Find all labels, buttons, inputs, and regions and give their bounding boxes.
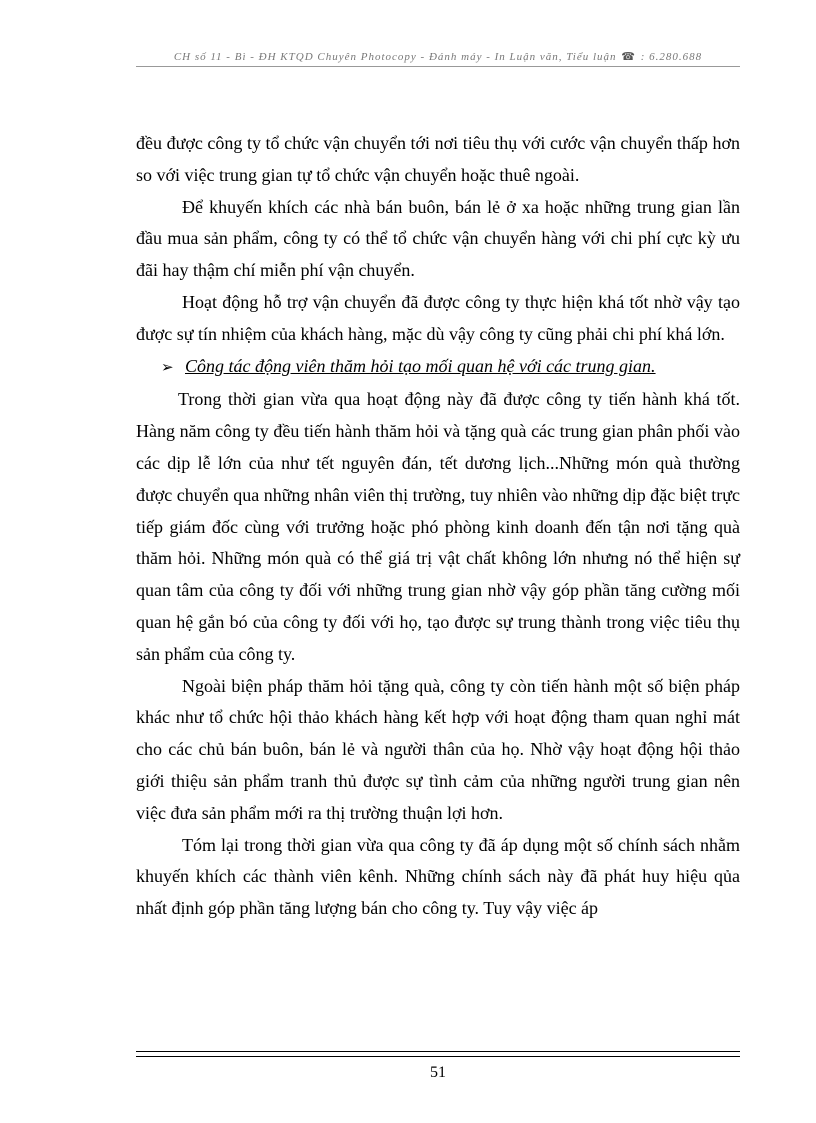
paragraph: Hoạt động hỗ trợ vận chuyển đã được công ty thực hiện khá tốt nhờ vậy tạo được sự tín nhiệm của khách hàng, mặc dù vậy công ty cũng phải chi phí khá lớn. xyxy=(136,291,740,344)
footer-rule xyxy=(136,1051,740,1057)
paragraph: Tóm lại trong thời gian vừa qua công ty đã áp dụng một số chính sách nhằm khuyến khích các thành viên kênh. Những chính sách này đã phát huy hiệu qủa nhất định góp phần tăng lượng bán cho công ty. Tuy vậy việc áp xyxy=(136,834,740,919)
header-phone: : 6.280.688 xyxy=(640,51,703,63)
paragraph: Để khuyến khích các nhà bán buôn, bán lẻ ở xa hoặc những trung gian lần đầu mua sản phẩm, công ty có thể tổ chức vận chuyển hàng với chi phí cực kỳ ưu đãi hay thậm chí miễn phí vận chuyển. xyxy=(136,196,740,281)
phone-icon: ☎ xyxy=(621,51,636,63)
paragraph: Ngoài biện pháp thăm hỏi tặng quà, công ty còn tiến hành một số biện pháp khác như tổ chức hội thảo khách hàng kết hợp với hoạt động tham quan nghỉ mát cho các chủ bán buôn, bán lẻ và người thân của họ. Nhờ vậy hoạt động hội thảo giới thiệu sản phẩm tranh thủ được sự tình cảm của những người trung gian nên việc đưa sản phẩm mới ra thị trường thuận lợi hơn. xyxy=(136,675,740,823)
page-body xyxy=(136,128,740,925)
header-text: CH số 11 - Bì - ĐH KTQD Chuyên Photocopy - Đánh máy - In Luận văn, Tiểu luận xyxy=(173,51,617,63)
paragraph-continued: đều được công ty tổ chức vận chuyển tới nơi tiêu thụ với cước vận chuyển thấp hơn so với việc trung gian tự tổ chức vận chuyển hoặc thuê ngoài. xyxy=(136,133,740,185)
arrow-bullet-icon: ➢ xyxy=(161,359,174,376)
running-header xyxy=(136,50,740,67)
section-bullet xyxy=(136,351,740,385)
paragraph: Trong thời gian vừa qua hoạt động này đã được công ty tiến hành khá tốt. Hàng năm công ty đều tiến hành thăm hỏi và tặng quà các trung gian phân phối vào các dịp lễ lớn của như tết nguyên đán, tết dương lịch...Những món quà thường được chuyển qua những nhân viên thị trường, tuy nhiên vào những dịp đặc biệt trực tiếp giám đốc cùng với trưởng hoặc phó phòng kinh doanh đến tận nơi tặng quà thăm hỏi. Những món quà có thể giá trị vật chất không lớn nhưng nó thể hiện sự quan tâm của công ty đối với những trung gian nhờ vậy góp phần tăng cường mối quan hệ gắn bó của công ty đối với họ, tạo được sự trung thành trong việc tiêu thụ sản phẩm của công ty. xyxy=(136,389,740,664)
section-heading: Công tác động viên thăm hỏi tạo mối quan hệ với các trung gian. xyxy=(185,355,656,376)
page-number: 51 xyxy=(430,1064,446,1081)
